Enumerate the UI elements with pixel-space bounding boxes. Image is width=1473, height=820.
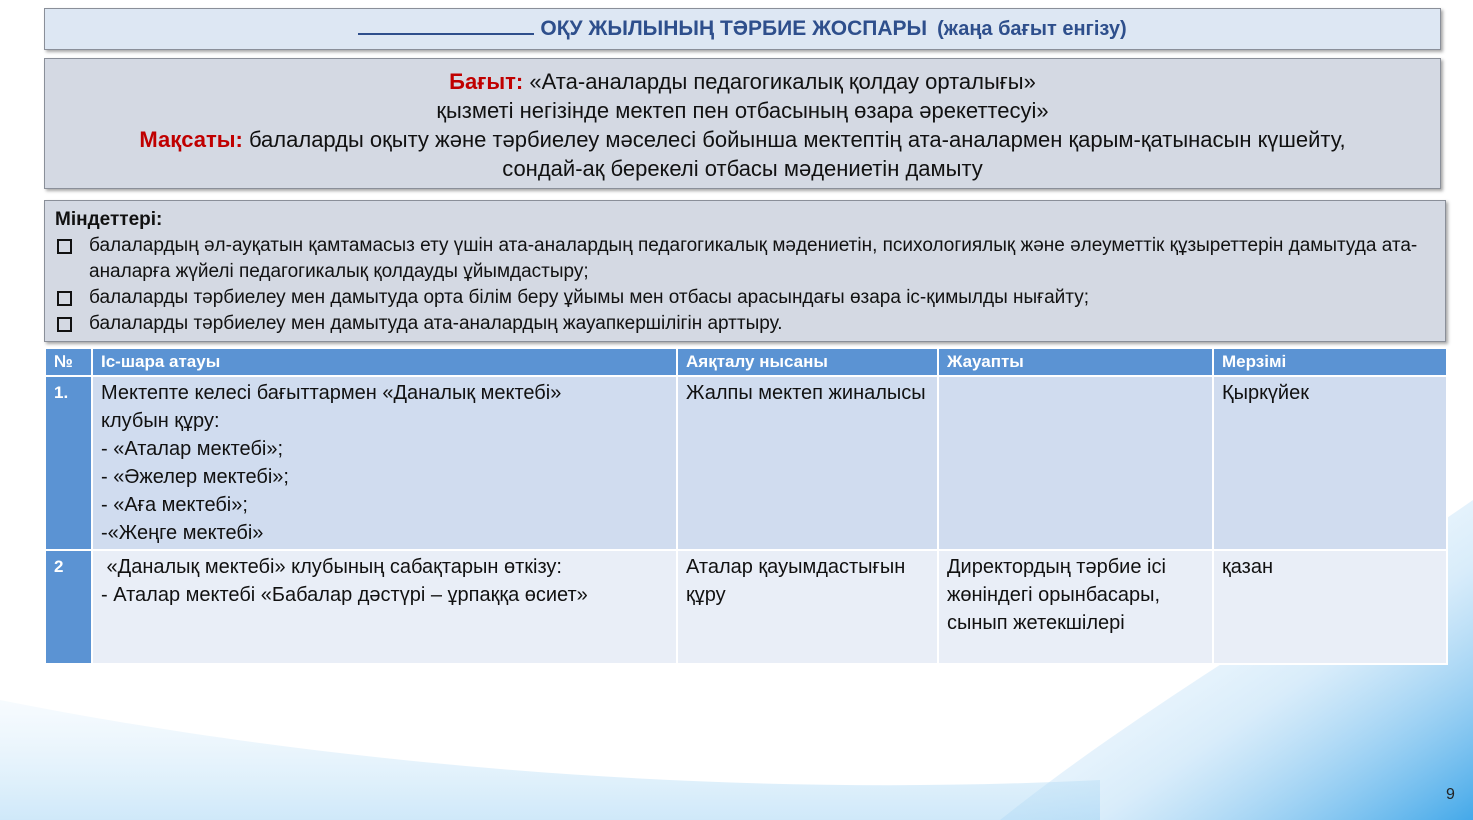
- event-line: -«Жеңге мектебі»: [101, 522, 264, 544]
- direction-text-2: қызметі негізінде мектеп пен отбасының өзара әрекеттесуі»: [436, 98, 1049, 123]
- plan-title: [44, 8, 1441, 50]
- tasks-list: [55, 233, 1435, 337]
- event-line: Мектепте келесі бағыттармен «Даналық мектебі»: [101, 382, 562, 404]
- row-num: 1.: [45, 376, 92, 550]
- header-num: №: [45, 348, 92, 376]
- event-line: - «Аталар мектебі»;: [101, 438, 284, 460]
- checkbox-bullet-icon: [57, 291, 72, 306]
- title-blank-line: [358, 13, 534, 35]
- title-sub: (жаңа бағыт енгізу): [937, 18, 1127, 40]
- task-text: балаларды тәрбиелеу мен дамытуда орта білім беру ұйымы мен отбасы арасындағы өзара іс-қимылды нығайту;: [89, 287, 1089, 308]
- tasks-heading: Міндеттері:: [55, 209, 163, 230]
- row-num: 2: [45, 550, 92, 664]
- tasks-section: [44, 200, 1446, 342]
- aim-label: Мақсаты:: [139, 127, 243, 152]
- task-item: [55, 311, 1435, 337]
- event-line: - Аталар мектебі «Бабалар дәстүрі – ұрпаққа өсиет»: [101, 584, 588, 606]
- row-responsible: Директордың тәрбие ісі жөніндегі орынбасары, сынып жетекшілері: [938, 550, 1213, 664]
- task-item: [55, 233, 1435, 285]
- event-line: «Даналық мектебі» клубының сабақтарын өткізу:: [101, 556, 562, 578]
- title-main: ОҚУ ЖЫЛЫНЫҢ ТӘРБИЕ ЖОСПАРЫ: [540, 17, 928, 40]
- aim-line-1: [45, 125, 1440, 154]
- event-line: - «Әжелер мектебі»;: [101, 466, 289, 488]
- task-text: балалардың әл-ауқатын қамтамасыз ету үшін ата-аналардың педагогикалық мәдениетін, психологиялық және әлеуметтік құзыреттерін дамытуда ата-аналарға жүйелі педагогикалық қолдауды ұйымдастыру;: [89, 235, 1418, 282]
- row-deadline: қазан: [1213, 550, 1447, 664]
- row-event: [92, 550, 677, 664]
- task-text: балаларды тәрбиелеу мен дамытуда ата-аналардың жауапкершілігін арттыру.: [89, 313, 783, 334]
- events-table: [44, 347, 1448, 665]
- row-form: Аталар қауымдастығын құру: [677, 550, 938, 664]
- checkbox-bullet-icon: [57, 239, 72, 254]
- direction-line-1: [45, 67, 1440, 96]
- table-header-row: [45, 348, 1447, 376]
- task-item: [55, 285, 1435, 311]
- direction-text-1: «Ата-аналарды педагогикалық қолдау орталығы»: [529, 69, 1036, 94]
- page-number: 9: [1446, 786, 1455, 803]
- aim-text-2: сондай-ақ берекелі отбасы мәдениетін дамыту: [502, 156, 983, 181]
- direction-label: Бағыт:: [449, 69, 524, 94]
- row-responsible: [938, 376, 1213, 550]
- header-deadline: Мерзімі: [1213, 348, 1447, 376]
- table-row: [45, 376, 1447, 550]
- table-row: [45, 550, 1447, 664]
- header-event: Іс-шара атауы: [92, 348, 677, 376]
- row-form: Жалпы мектеп жиналысы: [677, 376, 938, 550]
- header-form: Аяқталу нысаны: [677, 348, 938, 376]
- event-line: клубын құру:: [101, 410, 220, 432]
- checkbox-bullet-icon: [57, 317, 72, 332]
- row-event: [92, 376, 677, 550]
- event-line: - «Аға мектебі»;: [101, 494, 248, 516]
- row-deadline: Қыркүйек: [1213, 376, 1447, 550]
- goal-section: [44, 58, 1441, 189]
- aim-text-1: балаларды оқыту және тәрбиелеу мәселесі бойынша мектептің ата-аналармен қарым-қатынасын күшейту,: [248, 127, 1346, 152]
- header-responsible: Жауапты: [938, 348, 1213, 376]
